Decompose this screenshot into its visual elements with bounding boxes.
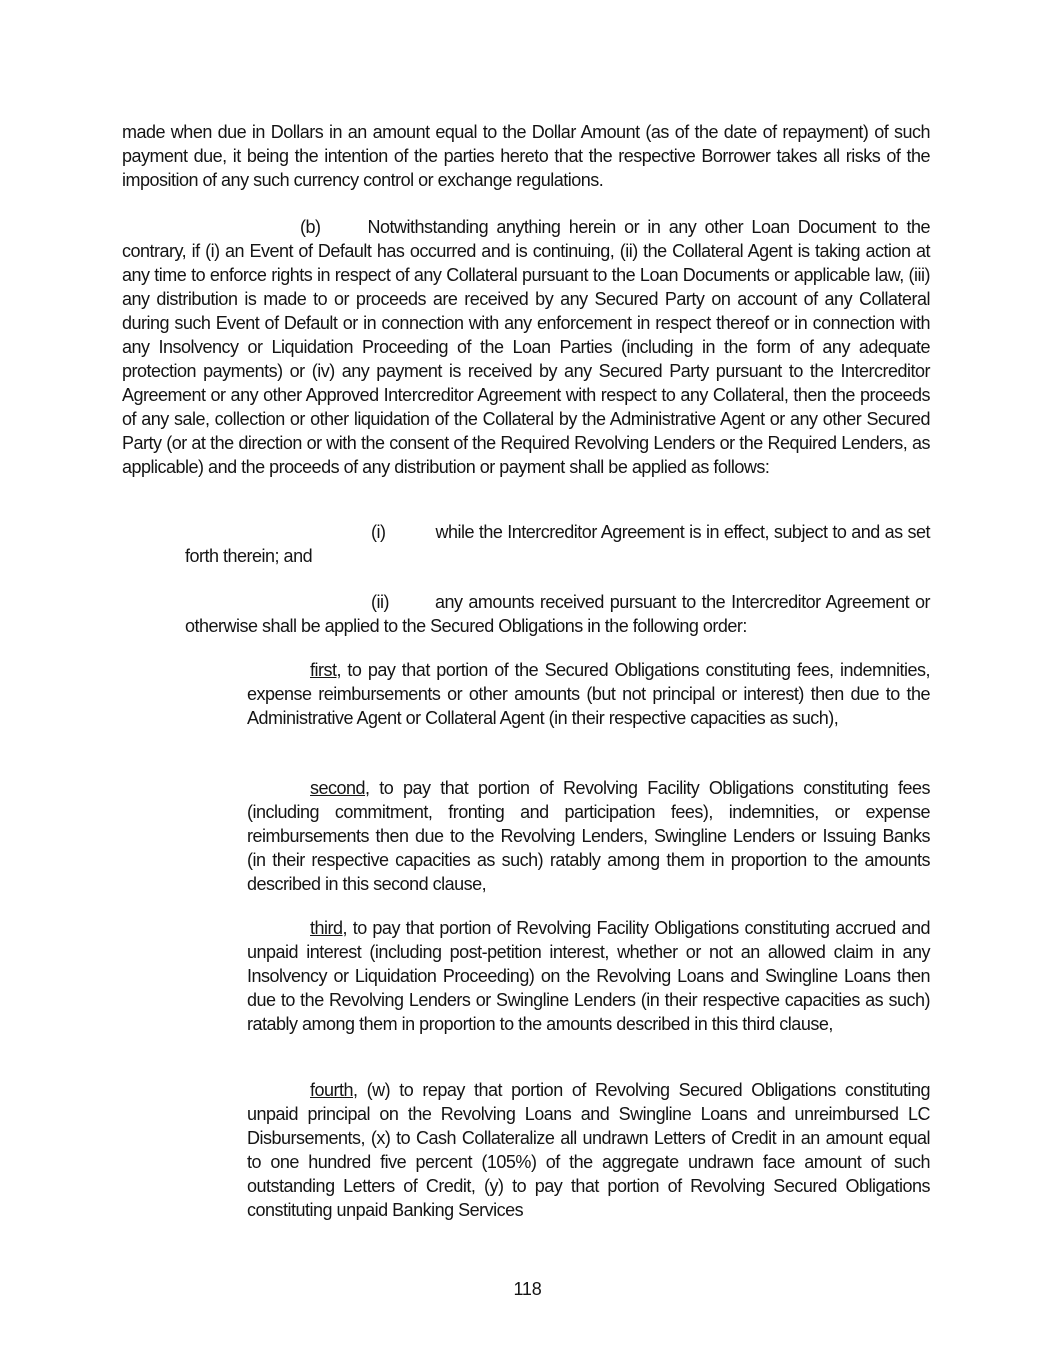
clause-i bbox=[185, 520, 930, 568]
clause-fourth bbox=[247, 1078, 930, 1222]
clause-first-term: first bbox=[310, 660, 337, 680]
clause-first-text: , to pay that portion of the Secured Obligations constituting fees, indemnities, expense reimbursements or other amounts (but not principal or interest) then due to the Administrative Agent or Collateral Agent (in their respective capacities as such), bbox=[247, 660, 930, 728]
clause-second bbox=[247, 776, 930, 896]
clause-third bbox=[247, 916, 930, 1036]
clause-fourth-text: , (w) to repay that portion of Revolving Secured Obligations constituting unpaid principal on the Revolving Loans and Swingline Loans and unreimbursed LC Disbursements, (x) to Cash Collateralize all undrawn Letters of Credit in an amount equal to one hundred five percent (105%) of the aggregate undrawn face amount of such outstanding Letters of Credit, (y) to pay that portion of Revolving Secured Obligations constituting unpaid Banking Services bbox=[247, 1080, 930, 1220]
clause-i-text: while the Intercreditor Agreement is in effect, subject to and as set forth therein; and bbox=[185, 522, 930, 566]
clause-second-text: , to pay that portion of Revolving Facility Obligations constituting fees (including commitment, fronting and participation fees), indemnities, or expense reimbursements then due to the Revolving Lenders, Swingline Lenders or Issuing Banks (in their respective capacities as such) ratably among them in proportion to the amounts described in this second clause, bbox=[247, 778, 930, 894]
clause-first bbox=[247, 658, 930, 730]
clause-ii-label: (ii) bbox=[371, 592, 389, 612]
paragraph-b-text: Notwithstanding anything herein or in any other Loan Document to the contrary, if (i) an Event of Default has occurred and is continuing, (ii) the Collateral Agent is taking action at any time to enforce rights in respect of any Collateral pursuant to the Loan Documents or applicable law, (iii) any distribution is made to or proceeds are received by any Secured Party on account of any Collateral during such Event of Default or in connection with any enforcement in respect thereof or in connection with any Insolvency or Liquidation Proceeding of the Loan Parties (including in the form of any adequate protection payments) or (iv) any payment is received by any Secured Party pursuant to the Intercreditor Agreement or any other Approved Intercreditor Agreement with respect to any Collateral, then the proceeds of any sale, collection or other liquidation of the Collateral by the Administrative Agent or any other Secured Party (or at the direction or with the consent of the Required Revolving Lenders or the Required Lenders, as applicable) and the proceeds of any distribution or payment shall be applied as follows: bbox=[122, 217, 930, 477]
paragraph-continuation-text: made when due in Dollars in an amount equal to the Dollar Amount (as of the date of repayment) of such payment due, it being the intention of the parties hereto that the respective Borrower takes all risks of the imposition of any such currency control or exchange regulations. bbox=[122, 122, 930, 190]
clause-third-text: , to pay that portion of Revolving Facility Obligations constituting accrued and unpaid interest (including post-petition interest, whether or not an allowed claim in any Insolvency or Liquidation Proceeding) on the Revolving Loans and Swingline Loans then due to the Revolving Lenders or Swingline Lenders (in their respective capacities as such) ratably among them in proportion to the amounts described in this third clause, bbox=[247, 918, 930, 1034]
clause-fourth-term: fourth bbox=[310, 1080, 354, 1100]
clause-ii bbox=[185, 590, 930, 638]
paragraph-continuation bbox=[122, 120, 930, 192]
clause-second-term: second bbox=[310, 778, 366, 798]
clause-ii-text: any amounts received pursuant to the Intercreditor Agreement or otherwise shall be applied to the Secured Obligations in the following order: bbox=[185, 592, 930, 636]
clause-i-label: (i) bbox=[371, 522, 386, 542]
paragraph-b-label: (b) bbox=[300, 217, 321, 237]
clause-third-term: third bbox=[310, 918, 343, 938]
page-number: 118 bbox=[513, 1279, 542, 1299]
paragraph-b bbox=[122, 215, 930, 479]
